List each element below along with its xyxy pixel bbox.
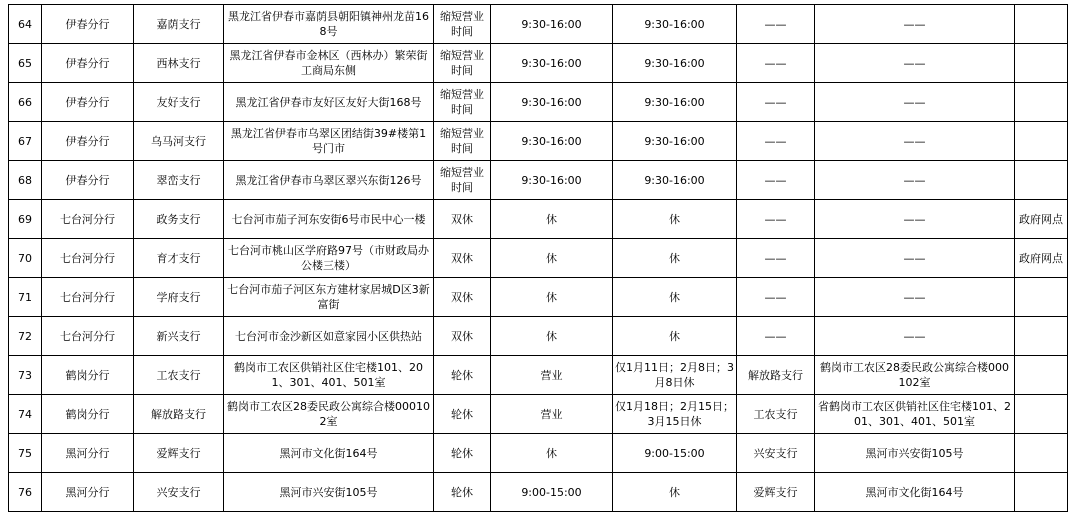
table-row (9, 44, 1068, 83)
hours-type-cell: 轮休 (434, 395, 491, 434)
alternate-address-cell: —— (815, 278, 1015, 317)
branch-name-cell: 鹤岗分行 (42, 395, 134, 434)
branch-name-cell: 伊春分行 (42, 5, 134, 44)
alternate-branch-cell: —— (737, 122, 815, 161)
address-cell: 黑龙江省伊春市友好区友好大街168号 (224, 83, 434, 122)
hours-type-cell: 轮休 (434, 434, 491, 473)
sub-branch-name-cell: 育才支行 (134, 239, 224, 278)
alternate-address-cell: 黑河市兴安街105号 (815, 434, 1015, 473)
table-row (9, 278, 1068, 317)
branch-name-cell: 鹤岗分行 (42, 356, 134, 395)
address-cell: 黑河市兴安街105号 (224, 473, 434, 512)
alternate-address-cell: —— (815, 44, 1015, 83)
schedule-col-1-cell: 休 (491, 317, 613, 356)
row-number-cell: 65 (9, 44, 42, 83)
row-number-cell: 64 (9, 5, 42, 44)
sub-branch-name-cell: 翠峦支行 (134, 161, 224, 200)
schedule-col-2-cell: 9:30-16:00 (613, 122, 737, 161)
address-cell: 鹤岗市工农区供销社区住宅楼101、201、301、401、501室 (224, 356, 434, 395)
row-number-cell: 67 (9, 122, 42, 161)
table-row (9, 239, 1068, 278)
sub-branch-name-cell: 政务支行 (134, 200, 224, 239)
hours-type-cell: 双休 (434, 200, 491, 239)
sub-branch-name-cell: 解放路支行 (134, 395, 224, 434)
branch-name-cell: 黑河分行 (42, 434, 134, 473)
sub-branch-name-cell: 学府支行 (134, 278, 224, 317)
sub-branch-name-cell: 兴安支行 (134, 473, 224, 512)
row-number-cell: 76 (9, 473, 42, 512)
alternate-branch-cell: —— (737, 161, 815, 200)
schedule-col-2-cell: 休 (613, 473, 737, 512)
alternate-address-cell: —— (815, 239, 1015, 278)
hours-type-cell: 双休 (434, 278, 491, 317)
schedule-col-1-cell: 营业 (491, 395, 613, 434)
schedule-col-2-cell: 休 (613, 278, 737, 317)
branch-name-cell: 伊春分行 (42, 83, 134, 122)
address-cell: 七台河市茄子河东安街6号市民中心一楼 (224, 200, 434, 239)
schedule-col-2-cell: 仅1月18日；2月15日；3月15日休 (613, 395, 737, 434)
hours-type-cell: 双休 (434, 317, 491, 356)
note-cell (1015, 161, 1068, 200)
row-number-cell: 74 (9, 395, 42, 434)
sub-branch-name-cell: 西林支行 (134, 44, 224, 83)
note-cell (1015, 83, 1068, 122)
address-cell: 黑龙江省伊春市乌翠区团结街39#楼第1号门市 (224, 122, 434, 161)
hours-type-cell: 缩短营业时间 (434, 161, 491, 200)
alternate-branch-cell: —— (737, 317, 815, 356)
row-number-cell: 66 (9, 83, 42, 122)
note-cell (1015, 434, 1068, 473)
alternate-branch-cell: —— (737, 83, 815, 122)
schedule-col-1-cell: 9:30-16:00 (491, 83, 613, 122)
address-cell: 七台河市茄子河区东方建材家居城D区3新富街 (224, 278, 434, 317)
address-cell: 七台河市金沙新区如意家园小区供热站 (224, 317, 434, 356)
address-cell: 黑河市文化街164号 (224, 434, 434, 473)
branch-name-cell: 伊春分行 (42, 122, 134, 161)
schedule-col-1-cell: 9:30-16:00 (491, 44, 613, 83)
alternate-branch-cell: 兴安支行 (737, 434, 815, 473)
row-number-cell: 72 (9, 317, 42, 356)
sub-branch-name-cell: 嘉荫支行 (134, 5, 224, 44)
schedule-col-2-cell: 休 (613, 200, 737, 239)
schedule-col-2-cell: 休 (613, 317, 737, 356)
row-number-cell: 69 (9, 200, 42, 239)
sub-branch-name-cell: 乌马河支行 (134, 122, 224, 161)
row-number-cell: 75 (9, 434, 42, 473)
schedule-col-2-cell: 仅1月11日；2月8日；3月8日休 (613, 356, 737, 395)
alternate-branch-cell: 工农支行 (737, 395, 815, 434)
alternate-branch-cell: —— (737, 200, 815, 239)
schedule-col-1-cell: 9:30-16:00 (491, 161, 613, 200)
address-cell: 黑龙江省伊春市嘉荫县朝阳镇神州龙苗168号 (224, 5, 434, 44)
branch-name-cell: 黑河分行 (42, 473, 134, 512)
note-cell: 政府网点 (1015, 200, 1068, 239)
hours-type-cell: 轮休 (434, 356, 491, 395)
alternate-branch-cell: —— (737, 5, 815, 44)
note-cell (1015, 278, 1068, 317)
schedule-col-2-cell: 9:30-16:00 (613, 44, 737, 83)
alternate-address-cell: —— (815, 83, 1015, 122)
branch-name-cell: 七台河分行 (42, 200, 134, 239)
alternate-address-cell: —— (815, 122, 1015, 161)
hours-type-cell: 缩短营业时间 (434, 44, 491, 83)
table-row (9, 5, 1068, 44)
schedule-col-1-cell: 9:00-15:00 (491, 473, 613, 512)
address-cell: 鹤岗市工农区28委民政公寓综合楼000102室 (224, 395, 434, 434)
branch-name-cell: 七台河分行 (42, 278, 134, 317)
hours-type-cell: 缩短营业时间 (434, 5, 491, 44)
address-cell: 黑龙江省伊春市乌翠区翠兴东街126号 (224, 161, 434, 200)
note-cell (1015, 122, 1068, 161)
note-cell (1015, 473, 1068, 512)
note-cell (1015, 395, 1068, 434)
schedule-col-1-cell: 营业 (491, 356, 613, 395)
address-cell: 黑龙江省伊春市金林区（西林办）繁荣街工商局东侧 (224, 44, 434, 83)
branch-schedule-table (8, 4, 1068, 512)
alternate-branch-cell: 爱辉支行 (737, 473, 815, 512)
table-row (9, 317, 1068, 356)
table-row (9, 161, 1068, 200)
table-row (9, 473, 1068, 512)
row-number-cell: 71 (9, 278, 42, 317)
address-cell: 七台河市桃山区学府路97号（市财政局办公楼三楼） (224, 239, 434, 278)
schedule-col-2-cell: 9:30-16:00 (613, 83, 737, 122)
schedule-col-1-cell: 休 (491, 434, 613, 473)
row-number-cell: 68 (9, 161, 42, 200)
schedule-col-2-cell: 休 (613, 239, 737, 278)
schedule-col-1-cell: 休 (491, 278, 613, 317)
table-row (9, 200, 1068, 239)
schedule-col-1-cell: 9:30-16:00 (491, 122, 613, 161)
sub-branch-name-cell: 爱辉支行 (134, 434, 224, 473)
note-cell: 政府网点 (1015, 239, 1068, 278)
table-row (9, 122, 1068, 161)
schedule-col-2-cell: 9:00-15:00 (613, 434, 737, 473)
note-cell (1015, 5, 1068, 44)
branch-name-cell: 伊春分行 (42, 44, 134, 83)
hours-type-cell: 缩短营业时间 (434, 122, 491, 161)
alternate-branch-cell: 解放路支行 (737, 356, 815, 395)
alternate-address-cell: 省鹤岗市工农区供销社区住宅楼101、201、301、401、501室 (815, 395, 1015, 434)
alternate-branch-cell: —— (737, 278, 815, 317)
table-row (9, 395, 1068, 434)
alternate-address-cell: 黑河市文化街164号 (815, 473, 1015, 512)
row-number-cell: 73 (9, 356, 42, 395)
note-cell (1015, 44, 1068, 83)
alternate-address-cell: —— (815, 317, 1015, 356)
note-cell (1015, 356, 1068, 395)
alternate-address-cell: —— (815, 200, 1015, 239)
row-number-cell: 70 (9, 239, 42, 278)
schedule-col-2-cell: 9:30-16:00 (613, 5, 737, 44)
sub-branch-name-cell: 新兴支行 (134, 317, 224, 356)
table-row (9, 356, 1068, 395)
branch-name-cell: 七台河分行 (42, 317, 134, 356)
sub-branch-name-cell: 友好支行 (134, 83, 224, 122)
alternate-branch-cell: —— (737, 44, 815, 83)
hours-type-cell: 轮休 (434, 473, 491, 512)
hours-type-cell: 缩短营业时间 (434, 83, 491, 122)
alternate-address-cell: —— (815, 161, 1015, 200)
alternate-address-cell: —— (815, 5, 1015, 44)
schedule-col-1-cell: 休 (491, 200, 613, 239)
schedule-col-1-cell: 9:30-16:00 (491, 5, 613, 44)
alternate-branch-cell: —— (737, 239, 815, 278)
branch-name-cell: 七台河分行 (42, 239, 134, 278)
branch-name-cell: 伊春分行 (42, 161, 134, 200)
sub-branch-name-cell: 工农支行 (134, 356, 224, 395)
schedule-col-1-cell: 休 (491, 239, 613, 278)
table-body (9, 5, 1068, 512)
note-cell (1015, 317, 1068, 356)
alternate-address-cell: 鹤岗市工农区28委民政公寓综合楼000102室 (815, 356, 1015, 395)
schedule-col-2-cell: 9:30-16:00 (613, 161, 737, 200)
table-row (9, 83, 1068, 122)
hours-type-cell: 双休 (434, 239, 491, 278)
table-row (9, 434, 1068, 473)
